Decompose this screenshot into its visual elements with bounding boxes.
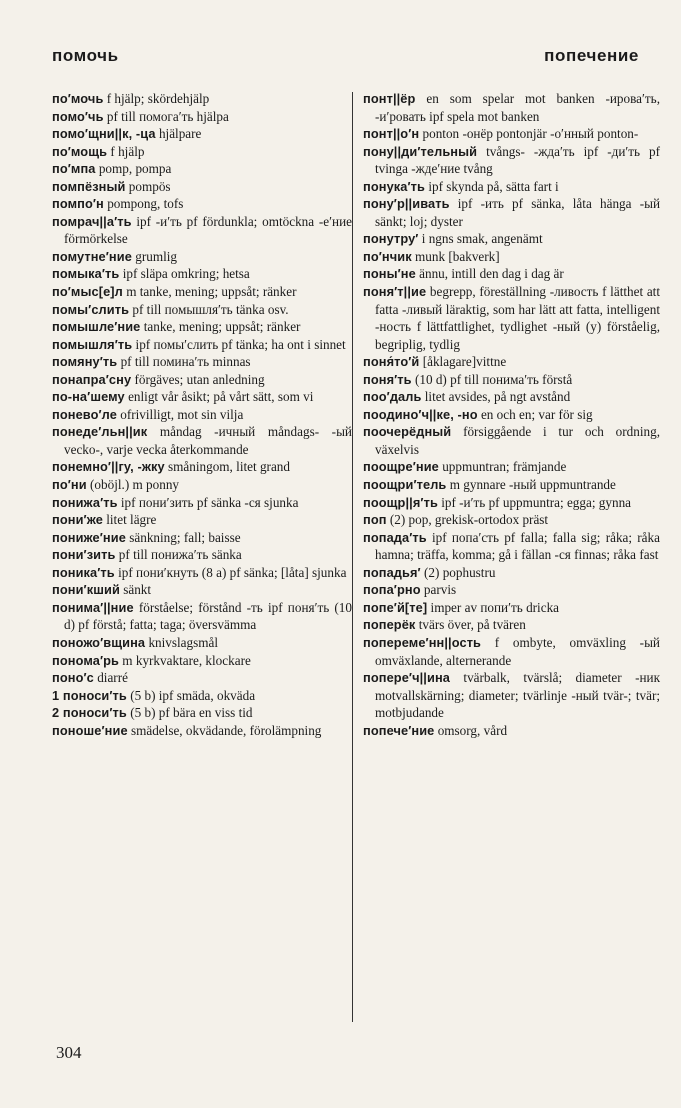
entry-definition: m tanke, mening; uppsåt; ränker: [122, 284, 297, 300]
dictionary-entry: [52, 318, 352, 336]
entry-definition: ipf попа′сть pf falla; falla sig; råka; råka hamna; träffa, komma; gå i fällan -ся finnas; råka fast: [375, 529, 660, 563]
entry-headword: по′мощь: [52, 143, 108, 159]
entry-headword: по′мыс[е]л: [52, 284, 123, 300]
entry-definition: pompong, tofs: [103, 196, 184, 212]
entry-headword: поодино′ч||ке, -но: [363, 406, 478, 422]
dictionary-entry: [52, 511, 352, 529]
entry-definition: en och en; var för sig: [477, 406, 593, 422]
right-column: [363, 90, 660, 739]
entry-headword: поощри′тель: [363, 477, 447, 493]
dictionary-entry: [52, 265, 352, 283]
dictionary-entry: [363, 371, 660, 389]
entry-definition: (2) pophustru: [420, 564, 496, 580]
entry-headword: попече′ние: [363, 722, 435, 738]
entry-definition: i ngns smak, angenämt: [418, 231, 543, 247]
entry-definition: (5 b) pf bära en viss tid: [126, 705, 253, 721]
entry-definition: sänkt: [119, 582, 152, 598]
entry-definition: tanke, mening; uppsåt; ränker: [140, 319, 301, 335]
entry-headword: помышля′ть: [52, 336, 133, 352]
entry-headword: помо′чь: [52, 108, 104, 124]
entry-definition: (2) pop, grekisk-ortodox präst: [386, 512, 549, 528]
entry-headword: поо′даль: [363, 389, 422, 405]
entry-definition: knivslagsmål: [145, 634, 219, 650]
entry-definition: munk [bakverk]: [411, 248, 500, 264]
dictionary-entry: [52, 722, 352, 740]
dictionary-entry: [363, 529, 660, 564]
dictionary-entry: [52, 546, 352, 564]
entry-headword: по′ни: [52, 477, 87, 493]
entry-definition: pf till понижа′ть sänka: [115, 547, 242, 563]
entry-headword: помутне′ние: [52, 248, 132, 264]
dictionary-entry: [52, 108, 352, 126]
entry-headword: поня′т||ие: [363, 284, 427, 300]
entry-headword: пониже′ние: [52, 529, 126, 545]
column-divider: [352, 92, 353, 1022]
entry-headword: понука′ть: [363, 178, 426, 194]
dictionary-entry: [363, 581, 660, 599]
entry-headword: поноше′ние: [52, 722, 128, 738]
entry-definition: ipf släpa omkring; hetsa: [119, 266, 250, 282]
entry-definition: m kyrkvaktare, klockare: [119, 652, 251, 668]
dictionary-entry: [52, 458, 352, 476]
dictionary-entry: [363, 599, 660, 617]
dictionary-entry: [52, 90, 352, 108]
dictionary-entry: [52, 248, 352, 266]
entry-definition: måndag -ичный måndags- -ый vecko-, varje vecka återkommande: [64, 424, 352, 457]
entry-definition: litet lägre: [102, 512, 157, 528]
dictionary-entry: [363, 248, 660, 266]
entry-definition: ipf -и′ть pf uppmuntra; egga; gynna: [437, 494, 632, 510]
entry-headword: поп: [363, 512, 387, 528]
entry-headword: попада′ть: [363, 529, 427, 545]
dictionary-entry: [52, 195, 352, 213]
entry-definition: småningom, litet grand: [164, 459, 290, 475]
entry-definition: ipf помы′слить pf tänka; ha ont i sinnet: [132, 336, 346, 352]
entry-definition: litet avsides, på ngt avstånd: [421, 389, 571, 405]
entry-headword: поника′ть: [52, 564, 115, 580]
entry-definition: ipf пони′кнуть (8 a) pf sänka; [låta] sjunka: [114, 564, 347, 580]
entry-definition: f hjälp: [107, 143, 145, 159]
dictionary-entry: [52, 301, 352, 319]
entry-headword: пону′р||ивать: [363, 196, 450, 212]
dictionary-entry: [52, 423, 352, 458]
entry-definition: omsorg, vård: [434, 722, 508, 738]
entry-headword: по′мпа: [52, 161, 96, 177]
dictionary-entry: [363, 423, 660, 458]
entry-definition: ipf -и′ть pf fördunkla; omtöckna -е′ние förmörkelse: [64, 213, 352, 247]
dictionary-entry: [363, 388, 660, 406]
dictionary-entry: [363, 406, 660, 424]
entry-definition: begrepp, föreställning -ливость f lätthet att fatta -ливый läraktig, som har lätt att fatta, intelligent -ность f lättfattlighet, tydlighet -ный (у) förståelig, begriplig, tydlig: [375, 284, 660, 352]
entry-definition: diarré: [93, 670, 128, 686]
page-number: 304: [56, 1043, 82, 1062]
entry-headword: попереме′нн||ость: [363, 634, 482, 650]
entry-headword: помышле′ние: [52, 319, 141, 335]
entry-definition: ipf -ить pf sänka, låta hänga -ый sänkt; loj; dyster: [375, 196, 660, 229]
dictionary-entry: [52, 388, 352, 406]
entry-headword: поощре′ние: [363, 459, 439, 475]
dictionary-entry: [363, 265, 660, 283]
entry-headword: понима′||ние: [52, 599, 134, 615]
dictionary-entry: [52, 529, 352, 547]
entry-definition: hjälpare: [155, 126, 202, 142]
dictionary-entry: [52, 178, 352, 196]
entry-headword: по′нчик: [363, 248, 412, 264]
entry-headword: поощр||я′ть: [363, 494, 438, 510]
entry-headword: поно′с: [52, 670, 94, 686]
entry-definition: grumlig: [131, 248, 178, 264]
entry-definition: parvis: [420, 582, 457, 598]
entry-headword: пону||ди′тельный: [363, 143, 478, 159]
entry-headword: поны′не: [363, 266, 416, 282]
entry-headword: по-на′шему: [52, 389, 125, 405]
entry-definition: tvärbalk, tvärslå; diameter -ник motvallskärning; diameter; tvärlinje -ный tvär-; tvär; motbjudande: [375, 670, 660, 721]
entry-headword: понутру′: [363, 231, 419, 247]
entry-headword: по′мочь: [52, 91, 104, 106]
entry-definition: uppmuntran; främjande: [438, 459, 567, 475]
entry-definition: förståelse; förstånd -ть ipf поня′ть (10 d) pf förstå; fatta; taga; översvämma: [64, 599, 352, 633]
dictionary-entry: [363, 90, 660, 125]
dictionary-entry: [363, 722, 660, 740]
entry-definition: försiggående i tur och ordning, växelvis: [375, 424, 660, 457]
entry-definition: f hjälp; skördehjälp: [103, 91, 210, 106]
entry-headword: помы′слить: [52, 301, 130, 317]
dictionary-entry: [52, 704, 352, 722]
dictionary-entry: [52, 336, 352, 354]
dictionary-entry: [363, 616, 660, 634]
dictionary-entry: [363, 353, 660, 371]
entry-headword: помяну′ть: [52, 354, 118, 370]
entry-headword: попадья′: [363, 564, 421, 580]
entry-headword: понеде′льн||ик: [52, 424, 148, 440]
entry-headword: пони′зить: [52, 547, 116, 563]
entry-definition: ponton -онёр pontonjär -о′нный ponton-: [419, 126, 639, 142]
dictionary-entry: [52, 476, 352, 494]
dictionary-entry: [363, 143, 660, 178]
entry-headword: понт||ёр: [363, 91, 416, 106]
entry-headword: поочерёдный: [363, 424, 452, 440]
dictionary-entry: [52, 213, 352, 248]
dictionary-entry: [363, 511, 660, 529]
entry-definition: ipf пони′зить pf sänka -ся sjunka: [117, 494, 299, 510]
entry-headword: поножо′вщина: [52, 634, 146, 650]
entry-headword: понома′рь: [52, 652, 119, 668]
dictionary-entry: [52, 160, 352, 178]
dictionary-entry: [52, 494, 352, 512]
entry-definition: [åklagare]vittne: [419, 354, 507, 370]
entry-headword: 2 поноси′ть: [52, 705, 127, 721]
entry-headword: помо′щни||к, -ца: [52, 126, 156, 142]
entry-headword: понемно′||гу, -жку: [52, 459, 165, 475]
dictionary-entry: [52, 687, 352, 705]
entry-definition: f ombyte, omväxling -ый omväxlande, alternerande: [375, 634, 660, 668]
entry-headword: попа′рно: [363, 582, 421, 598]
entry-definition: en som spelar mot banken -ирова′ть, -и′ровать ipf spela mot banken: [375, 91, 660, 124]
entry-definition: pomp, pompa: [95, 161, 172, 177]
entry-definition: (10 d) pf till понима′ть förstå: [411, 371, 573, 387]
dictionary-entry: [363, 230, 660, 248]
dictionary-entry: [52, 353, 352, 371]
entry-definition: ännu, intill den dag i dag är: [415, 266, 564, 282]
dictionary-entry: [52, 669, 352, 687]
entry-definition: smädelse, okvädande, förolämpning: [127, 722, 322, 738]
dictionary-entry: [52, 125, 352, 143]
entry-headword: попе′й[те]: [363, 599, 428, 615]
dictionary-entry: [52, 634, 352, 652]
dictionary-entry: [363, 125, 660, 143]
entry-definition: enligt vår åsikt; på vårt sätt, som vi: [124, 389, 314, 405]
entry-definition: tvärs över, på tvären: [415, 617, 526, 633]
entry-definition: pf till помина′ть minnas: [117, 354, 251, 370]
entry-definition: förgäves; utan anledning: [131, 371, 265, 387]
dictionary-entry: [52, 371, 352, 389]
entry-headword: 1 поноси′ть: [52, 687, 127, 703]
dictionary-entry: [52, 581, 352, 599]
entry-headword: понево′ле: [52, 406, 117, 422]
entry-headword: помпо′н: [52, 196, 104, 212]
entry-definition: m gynnare -ный uppmuntrande: [446, 477, 616, 493]
entry-headword: поня′ть: [363, 371, 412, 387]
dictionary-entry: [52, 599, 352, 634]
entry-headword: пони′кший: [52, 582, 120, 598]
dictionary-entry: [363, 564, 660, 582]
entry-definition: (5 b) ipf smäda, okväda: [126, 687, 256, 703]
entry-headword: понижа′ть: [52, 494, 118, 510]
entry-definition: tvångs- -жда′ть ipf -ди′ть pf tvinga -жде′ние tvång: [375, 143, 660, 177]
dictionary-entry: [52, 406, 352, 424]
dictionary-entry: [52, 283, 352, 301]
dictionary-entry: [52, 143, 352, 161]
entry-definition: pf till помышля′ть tänka osv.: [129, 301, 289, 317]
entry-definition: imper av попи′ть dricka: [427, 599, 560, 615]
entry-definition: pompös: [125, 178, 171, 194]
entry-definition: (oböjl.) m ponny: [86, 477, 180, 493]
dictionary-entry: [363, 669, 660, 722]
entry-definition: pf till помога′ть hjälpa: [103, 108, 229, 124]
dictionary-entry: [363, 634, 660, 669]
entry-definition: ofrivilligt, mot sin vilja: [116, 406, 244, 422]
entry-headword: понт||о′н: [363, 126, 420, 142]
dictionary-entry: [363, 458, 660, 476]
dictionary-entry: [363, 494, 660, 512]
entry-definition: ipf skynda på, sätta fart i: [425, 178, 559, 194]
dictionary-entry: [363, 178, 660, 196]
headword-left: помочь: [52, 46, 119, 65]
entry-headword: помрач||а′ть: [52, 213, 132, 229]
entry-headword: помыка′ть: [52, 266, 120, 282]
dictionary-entry: [363, 476, 660, 494]
entry-headword: поперёк: [363, 617, 416, 633]
dictionary-entry: [52, 652, 352, 670]
entry-headword: попере′ч||ина: [363, 670, 450, 686]
left-column: [52, 90, 352, 739]
entry-headword: пони′же: [52, 512, 103, 528]
entry-definition: sänkning; fall; baisse: [125, 529, 241, 545]
headword-right: попечение: [544, 46, 639, 65]
dictionary-entry: [363, 283, 660, 353]
entry-headword: помпёзный: [52, 178, 126, 194]
entry-headword: поня́то′й: [363, 354, 420, 370]
entry-headword: понапра′сну: [52, 371, 132, 387]
dictionary-entry: [52, 564, 352, 582]
dictionary-entry: [363, 195, 660, 230]
